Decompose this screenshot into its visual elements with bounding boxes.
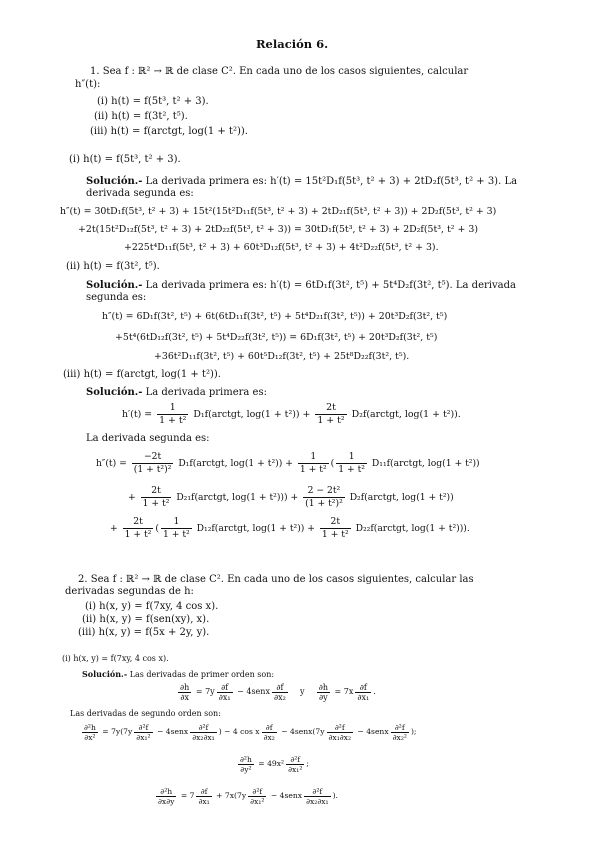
fraction: $\frac{\text{∂²f}}{\text{∂x₂∂x₁}}$: [192, 722, 215, 742]
eq-term: );: [410, 727, 417, 736]
ex1-case-ii: (ii) h(t) = f(3t², t⁵).: [94, 111, 188, 122]
ex1-sol-ii-heading: (ii) h(t) = f(3t², t⁵).: [66, 261, 160, 272]
fraction: $\frac{2t}{\text{1 + t²}}$: [317, 402, 345, 426]
ex1-case-i: (i) h(t) = f(5t³, t² + 3).: [97, 96, 209, 107]
ex1-statement-line2: h″(t):: [75, 79, 101, 90]
eq-term: = 7y(7y: [102, 727, 133, 736]
eq-term: = 49x²: [258, 759, 285, 768]
fraction: $\frac{\text{∂²f}}{\text{∂x₁²}}$: [288, 754, 303, 774]
solution-text: La derivada primera es: h′(t) = 15t²D₁f(5t³, t² + 3) + 2tD₂f(5t³, t² + 3). La: [145, 176, 518, 187]
ex1-statement-line1: 1. Sea f : ℝ² → ℝ de clase C². En cada uno de los casos siguientes, calcular: [90, 66, 469, 77]
eq-term: + 7x(7y: [216, 791, 247, 800]
eq-term: +: [128, 492, 136, 503]
ex1-sol-iii-first-derivative: [122, 401, 461, 429]
ex2-sol-i-first-order: [176, 681, 376, 703]
fraction: $\frac{\text{2 − 2t²}}{\text{(1 + t²)²}}$: [305, 485, 343, 509]
ex2-case-i: (i) h(x, y) = f(7xy, 4 cos x).: [85, 601, 219, 612]
ex1-sol-ii-text1: [86, 280, 516, 292]
fraction: $\frac{2t}{\text{1 + t²}}$: [142, 485, 170, 509]
fraction: $\frac{\partial h}{\partial x}$: [180, 682, 190, 702]
fraction: $\frac{\text{∂²f}}{\text{∂x₁∂x₂}}$: [328, 722, 352, 742]
fraction: $\frac{\partial f}{\text{∂x₂}}$: [273, 682, 286, 702]
eq-term: ;: [306, 759, 309, 768]
fraction: $\frac{1}{\text{1 + t²}}$: [338, 451, 365, 475]
eq-term: − 4senx: [237, 687, 270, 696]
ex1-sol-i-heading: (i) h(t) = f(5t³, t² + 3).: [69, 154, 181, 165]
ex2-sol-i-second-xx: [80, 720, 416, 744]
eq-term: = 7y: [195, 687, 215, 696]
eq-lhs: h′(t) =: [122, 409, 153, 420]
eq-term: D₁f(arctgt, log(1 + t²)) +: [193, 409, 311, 420]
eq-term: ).: [332, 791, 338, 800]
eq-term: (: [330, 458, 335, 469]
fraction: $\frac{1}{\text{1 + t²}}$: [299, 451, 327, 475]
ex2-sol-i-second-yy: [236, 752, 309, 776]
ex1-sol-i-text1: [86, 176, 517, 188]
fraction: $\frac{\text{∂²f}}{\text{∂x₂²}}$: [392, 722, 407, 742]
solution-label: Solución.-: [86, 280, 143, 291]
ex1-sol-i-eq3: +225t⁴D₁₁f(5t³, t² + 3) + 60t³D₁₂f(5t³, t² + 3) + 4t²D₂₂f(5t³, t² + 3).: [124, 242, 439, 253]
fraction: $\frac{\partial f}{\text{∂x₁}}$: [198, 786, 210, 806]
ex2-statement-line2: derivadas segundas de h:: [65, 586, 194, 597]
ex1-sol-iii-text2: La derivada segunda es:: [86, 433, 210, 444]
fraction: $\frac{\text{∂²h}}{\text{∂x²}}$: [84, 722, 96, 742]
solution-label: Solución.-: [86, 387, 143, 398]
ex1-sol-i-text2: derivada segunda es:: [86, 188, 194, 199]
ex1-sol-iii-text1: [86, 387, 267, 399]
fraction: $\frac{\text{∂²h}}{\text{∂y²}}$: [240, 754, 252, 774]
eq-term: = 7: [180, 791, 195, 800]
fraction: $\frac{\text{∂²f}}{\text{∂x₁²}}$: [136, 722, 151, 742]
ex1-sol-ii-eq2: +5t⁴(6tD₁₂f(3t², t⁵) + 5t⁴D₂₂f(3t², t⁵)) = 6D₁f(3t², t⁵) + 20t³D₂f(3t², t⁵): [115, 332, 438, 343]
ex2-sol-i-text2: Las derivadas de segundo orden son:: [70, 709, 221, 718]
solution-label: Solución.-: [82, 669, 128, 679]
eq-lhs: h″(t) =: [96, 458, 127, 469]
fraction: $\frac{2t}{\text{1 + t²}}$: [321, 516, 349, 540]
ex1-sol-iii-second-derivative-row1: [96, 450, 480, 478]
fraction: $\frac{\text{∂²f}}{\text{∂x₂∂x₁}}$: [306, 786, 329, 806]
page-title: Relación 6.: [256, 37, 329, 51]
eq-term: D₂f(arctgt, log(1 + t²)).: [351, 409, 461, 420]
solution-text: La derivada primera es:: [145, 387, 267, 398]
ex1-sol-iii-heading: (iii) h(t) = f(arctgt, log(1 + t²)).: [63, 369, 221, 380]
eq-term: (: [155, 523, 159, 534]
ex2-sol-i-heading: (i) h(x, y) = f(7xy, 4 cos x).: [62, 654, 169, 663]
eq-term: D₁₂f(arctgt, log(1 + t²)) +: [196, 523, 315, 534]
solution-text: La derivada primera es: h′(t) = 6tD₁f(3t², t⁵) + 5t⁴D₂f(3t², t⁵). La derivada: [145, 280, 516, 291]
ex2-case-ii: (ii) h(x, y) = f(sen(xy), x).: [82, 614, 210, 625]
fraction: $\frac{-2t}{\text{(1 + t²)²}}$: [133, 451, 172, 475]
ex1-case-iii: (iii) h(t) = f(arctgt, log(1 + t²)).: [90, 126, 248, 137]
eq-term: D₂₁f(arctgt, log(1 + t²))) +: [176, 492, 299, 503]
solution-text: Las derivadas de primer orden son:: [129, 670, 275, 679]
fraction: $\frac{\partial h}{\partial y}$: [318, 682, 328, 702]
eq-term: = 7x: [334, 687, 354, 696]
fraction: $\frac{1}{\text{1 + t²}}$: [159, 402, 187, 426]
ex1-sol-iii-second-derivative-row3: [110, 515, 470, 543]
eq-term: +: [110, 523, 118, 534]
eq-term: D₁f(arctgt, log(1 + t²)) +: [178, 458, 293, 469]
fraction: $\frac{2t}{\text{1 + t²}}$: [124, 516, 152, 540]
eq-term: − 4senx(7y: [281, 727, 325, 736]
fraction: $\frac{\partial f}{\text{∂x₁}}$: [218, 682, 231, 702]
ex1-sol-ii-eq3: +36t²D₁₁f(3t², t⁵) + 60t⁵D₁₂f(3t², t⁵) + 25t⁸D₂₂f(3t², t⁵).: [154, 351, 410, 362]
ex1-sol-i-eq2: +2t(15t²D₁₂f(5t³, t² + 3) + 2tD₂₂f(5t³, t² + 3)) = 30tD₁f(5t³, t² + 3) + 2D₂f(5t³, t² + 3): [78, 224, 478, 235]
ex1-sol-iii-second-derivative-row2: [128, 484, 454, 512]
ex1-sol-ii-text2: segunda es:: [86, 292, 147, 303]
eq-term: − 4senx: [270, 791, 303, 800]
fraction: $\frac{\partial f}{\text{∂x₁}}$: [357, 682, 370, 702]
ex2-case-iii: (iii) h(x, y) = f(5x + 2y, y).: [78, 627, 210, 638]
ex1-sol-i-eq1: h″(t) = 30tD₁f(5t³, t² + 3) + 15t²(15t²D₁₁f(5t³, t² + 3) + 2tD₂₁f(5t³, t² + 3)) + 2D₂f(5t³, t² + 3): [60, 206, 497, 217]
fraction: $\frac{\partial f}{\text{∂x₂}}$: [263, 722, 275, 742]
eq-term: D₂f(arctgt, log(1 + t²)): [349, 492, 454, 503]
eq-term: ) − 4 cos x: [218, 727, 260, 736]
eq-term: D₂₂f(arctgt, log(1 + t²))).: [355, 523, 470, 534]
eq-term: .: [373, 687, 376, 696]
eq-separator: y: [299, 687, 305, 696]
fraction: $\frac{\text{∂²f}}{\text{∂x₁²}}$: [250, 786, 265, 806]
fraction: $\frac{\text{∂²h}}{\partial x\partial y}$: [158, 786, 175, 806]
ex2-statement-line1: 2. Sea f : ℝ² → ℝ de clase C². En cada uno de los casos siguientes, calcular las: [78, 574, 474, 585]
eq-term: − 4senx: [357, 727, 389, 736]
solution-label: Solución.-: [86, 176, 143, 187]
ex1-sol-ii-eq1: h″(t) = 6D₁f(3t², t⁵) + 6t(6tD₁₁f(3t², t⁵) + 5t⁴D₂₁f(3t², t⁵)) + 20t³D₂f(3t², t⁵): [102, 311, 448, 322]
eq-term: D₁₁f(arctgt, log(1 + t²)): [371, 458, 480, 469]
fraction: $\frac{1}{\text{1 + t²}}$: [162, 516, 190, 540]
ex2-sol-i-second-xy: [154, 784, 338, 808]
eq-term: − 4senx: [157, 727, 189, 736]
ex2-sol-i-text1: [82, 669, 274, 680]
